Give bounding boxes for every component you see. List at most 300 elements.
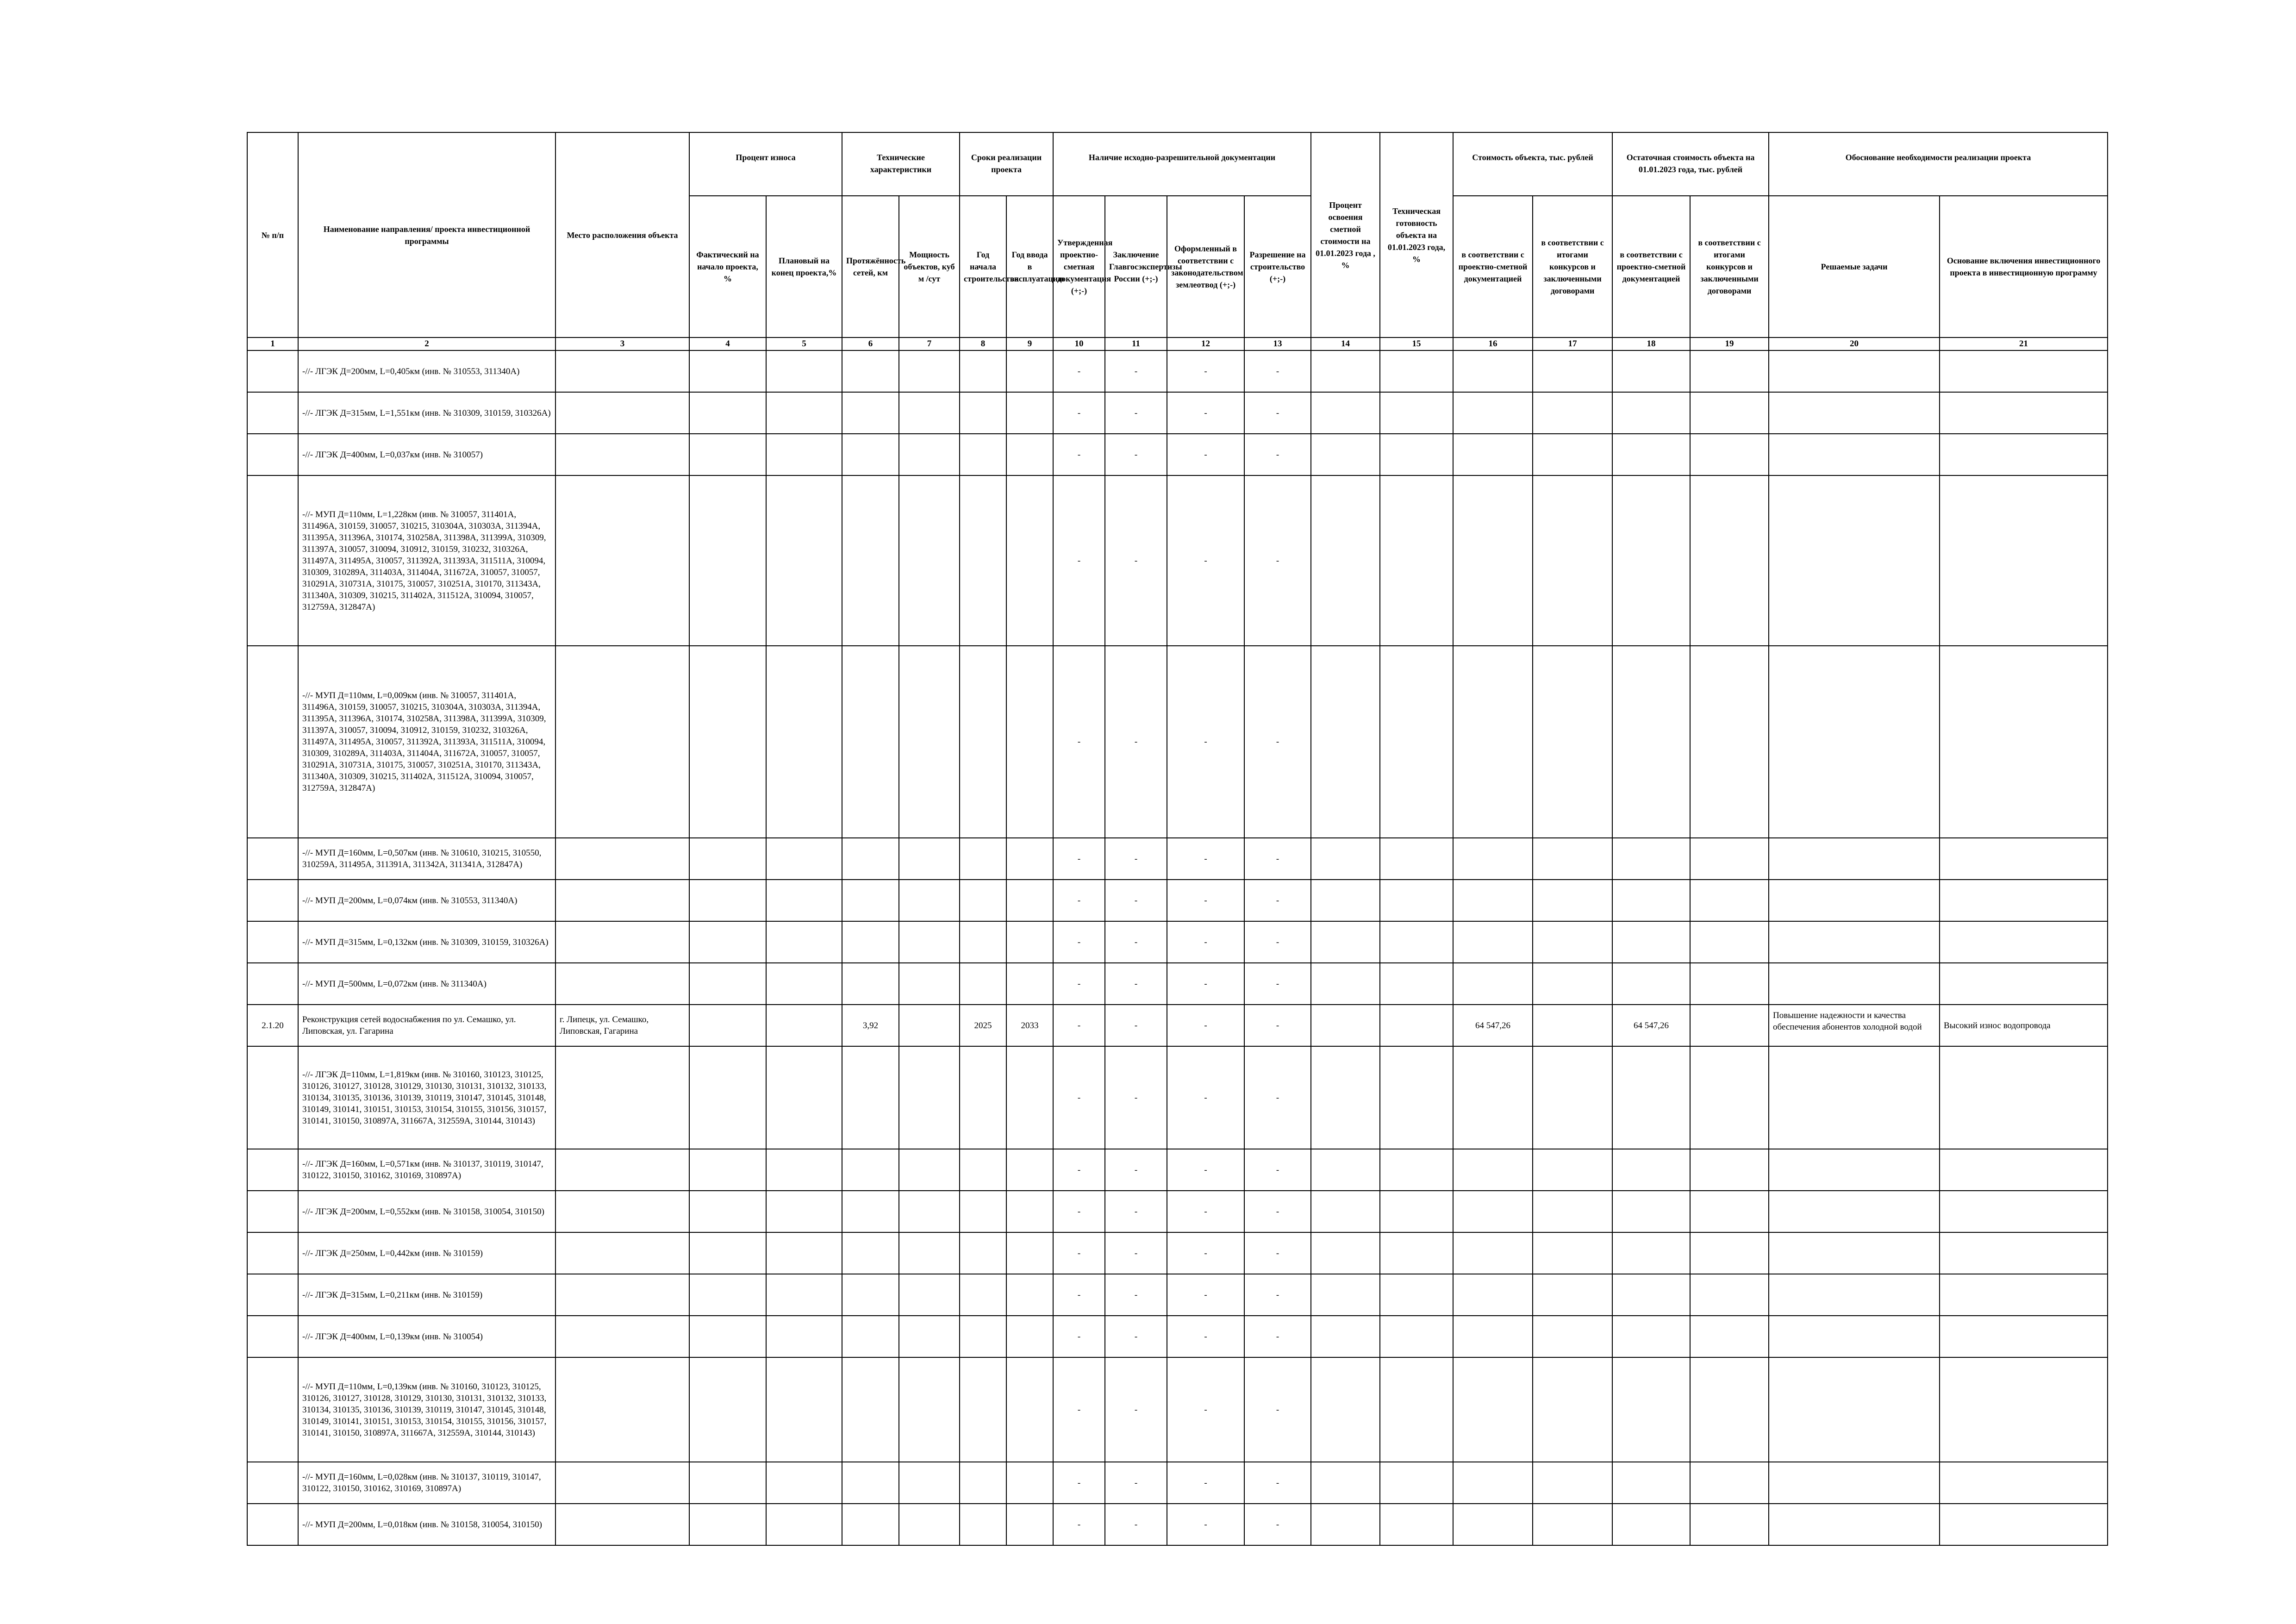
row-basis: Высокий износ водопровода <box>1940 1005 2108 1046</box>
header-name: Наименование направления/ проекта инвестиционной программы <box>298 132 555 337</box>
row-docs-approved: - <box>1053 392 1105 434</box>
row-docs-permit: - <box>1244 921 1311 963</box>
row-docs-expertise: - <box>1105 921 1167 963</box>
row-power <box>899 392 960 434</box>
row-power <box>899 350 960 392</box>
row-end-year <box>1006 350 1053 392</box>
row-docs-expertise: - <box>1105 475 1167 646</box>
row-tasks <box>1769 1046 1940 1149</box>
row-length: 3,92 <box>842 1005 899 1046</box>
header-end-year: Год ввода в эксплуатацию <box>1006 196 1053 337</box>
row-tasks <box>1769 1274 1940 1316</box>
row-docs-permit: - <box>1244 1149 1311 1191</box>
table-row <box>247 1274 2108 1316</box>
row-tasks <box>1769 350 1940 392</box>
row-docs-expertise: - <box>1105 1046 1167 1149</box>
row-pct-development <box>1311 921 1380 963</box>
row-place <box>555 350 689 392</box>
row-residual-design <box>1612 963 1690 1005</box>
row-docs-permit: - <box>1244 1005 1311 1046</box>
row-pct-development <box>1311 475 1380 646</box>
row-length <box>842 1504 899 1545</box>
row-docs-approved: - <box>1053 434 1105 475</box>
row-docs-approved: - <box>1053 921 1105 963</box>
row-start-year <box>960 1046 1006 1149</box>
row-tasks <box>1769 880 1940 921</box>
row-tech-readiness <box>1380 350 1453 392</box>
row-power <box>899 1316 960 1357</box>
row-basis <box>1940 1191 2108 1232</box>
row-residual-contracts <box>1690 434 1769 475</box>
row-docs-land: - <box>1167 880 1244 921</box>
row-end-year <box>1006 1191 1053 1232</box>
row-docs-permit: - <box>1244 1316 1311 1357</box>
table-row <box>247 1357 2108 1462</box>
row-wear-fact <box>689 1274 766 1316</box>
row-pct-development <box>1311 1274 1380 1316</box>
row-name: -//- ЛГЭК Д=200мм, L=0,552км (инв. № 310158, 310054, 310150) <box>298 1191 555 1232</box>
row-docs-approved: - <box>1053 1149 1105 1191</box>
row-cost-design <box>1453 921 1533 963</box>
row-docs-expertise: - <box>1105 1191 1167 1232</box>
row-residual-contracts <box>1690 1149 1769 1191</box>
table-row <box>247 1232 2108 1274</box>
row-end-year <box>1006 1504 1053 1545</box>
row-start-year <box>960 392 1006 434</box>
column-number: 15 <box>1380 337 1453 350</box>
row-tasks <box>1769 475 1940 646</box>
row-name: -//- МУП Д=315мм, L=0,132км (инв. № 310309, 310159, 310326А) <box>298 921 555 963</box>
header-docs-group: Наличие исходно-разрешительной документации <box>1053 132 1311 196</box>
row-length <box>842 1462 899 1504</box>
row-number <box>247 880 298 921</box>
row-tech-readiness <box>1380 1462 1453 1504</box>
row-docs-approved: - <box>1053 963 1105 1005</box>
row-residual-design <box>1612 1191 1690 1232</box>
row-basis <box>1940 880 2108 921</box>
row-tech-readiness <box>1380 838 1453 880</box>
row-start-year <box>960 1316 1006 1357</box>
row-tasks <box>1769 838 1940 880</box>
row-place <box>555 392 689 434</box>
header-reason-group: Обоснование необходимости реализации проекта <box>1769 132 2108 196</box>
column-number: 17 <box>1533 337 1612 350</box>
row-docs-permit: - <box>1244 646 1311 838</box>
row-residual-contracts <box>1690 1462 1769 1504</box>
row-docs-expertise: - <box>1105 1232 1167 1274</box>
row-wear-plan <box>766 1149 842 1191</box>
row-tasks <box>1769 646 1940 838</box>
row-basis <box>1940 646 2108 838</box>
row-start-year <box>960 1191 1006 1232</box>
header-start-year: Год начала строительства <box>960 196 1006 337</box>
table-row <box>247 1046 2108 1149</box>
row-tech-readiness <box>1380 392 1453 434</box>
row-residual-contracts <box>1690 1357 1769 1462</box>
row-docs-permit: - <box>1244 1504 1311 1545</box>
table-row <box>247 1191 2108 1232</box>
row-end-year <box>1006 475 1053 646</box>
row-wear-plan <box>766 392 842 434</box>
row-basis <box>1940 350 2108 392</box>
row-docs-approved: - <box>1053 1046 1105 1149</box>
row-wear-fact <box>689 350 766 392</box>
row-number <box>247 350 298 392</box>
row-cost-contracts <box>1533 1046 1612 1149</box>
row-name: -//- МУП Д=110мм, L=0,009км (инв. № 310057, 311401А, 311496А, 310159, 310057, 310215, 310304А, 310303А, 311394А, 311395А, 311396А, 310174, 310258А, 311398А, 311399А, 310309, 311397А, 310057, 310094, 310912, 310159, 310232, 310326А, 311497А, 311495А, 310057, 311392А, 311393А, 311511А, 310094, 310309, 310289А, 311403А, 311404А, 311672А, 310057, 310057, 310291А, 310731А, 310175, 310057, 310251А, 310170, 311343А, 311340А, 310309, 310215, 311402А, 311512А, 310094, 310057, 312759А, 312847А) <box>298 646 555 838</box>
row-docs-expertise: - <box>1105 1005 1167 1046</box>
row-tasks <box>1769 921 1940 963</box>
row-cost-design <box>1453 1191 1533 1232</box>
row-docs-permit: - <box>1244 963 1311 1005</box>
row-residual-contracts <box>1690 392 1769 434</box>
row-name: -//- ЛГЭК Д=110мм, L=1,819км (инв. № 310160, 310123, 310125, 310126, 310127, 310128, 310129, 310130, 310131, 310132, 310133, 310134, 310135, 310136, 310139, 310119, 310147, 310145, 310148, 310149, 310141, 310151, 310153, 310154, 310155, 310156, 310157, 310141, 310150, 310897А, 311667А, 312559А, 310144, 310143) <box>298 1046 555 1149</box>
header-docs-expertise: Заключение Главгосэкспертизы России (+;-) <box>1105 196 1167 337</box>
column-number: 18 <box>1612 337 1690 350</box>
row-residual-contracts <box>1690 963 1769 1005</box>
row-length <box>842 1046 899 1149</box>
row-pct-development <box>1311 963 1380 1005</box>
row-residual-design <box>1612 392 1690 434</box>
row-wear-fact <box>689 1504 766 1545</box>
row-cost-contracts <box>1533 963 1612 1005</box>
row-residual-design <box>1612 1046 1690 1149</box>
row-residual-contracts <box>1690 921 1769 963</box>
row-number <box>247 921 298 963</box>
header-tech-readiness: Техническая готовность объекта на 01.01.2023 года, % <box>1380 132 1453 337</box>
row-residual-design <box>1612 350 1690 392</box>
row-docs-land: - <box>1167 1357 1244 1462</box>
row-docs-expertise: - <box>1105 880 1167 921</box>
row-cost-contracts <box>1533 646 1612 838</box>
row-tech-readiness <box>1380 1046 1453 1149</box>
row-tech-readiness <box>1380 646 1453 838</box>
row-wear-plan <box>766 1357 842 1462</box>
column-number: 9 <box>1006 337 1053 350</box>
row-docs-permit: - <box>1244 880 1311 921</box>
header-reason-basis: Основание включения инвестиционного проекта в инвестиционную программу <box>1940 196 2108 337</box>
row-cost-contracts <box>1533 475 1612 646</box>
row-tasks <box>1769 1504 1940 1545</box>
table-row <box>247 1005 2108 1046</box>
row-basis <box>1940 1149 2108 1191</box>
row-place <box>555 880 689 921</box>
row-end-year <box>1006 838 1053 880</box>
row-cost-contracts <box>1533 1316 1612 1357</box>
row-docs-approved: - <box>1053 1357 1105 1462</box>
row-docs-permit: - <box>1244 1191 1311 1232</box>
row-name: -//- МУП Д=200мм, L=0,074км (инв. № 310553, 311340А) <box>298 880 555 921</box>
row-tech-readiness <box>1380 1005 1453 1046</box>
column-number: 6 <box>842 337 899 350</box>
row-wear-plan <box>766 646 842 838</box>
header-pct-development: Процент освоения сметной стоимости на 01.01.2023 года , % <box>1311 132 1380 337</box>
header-place: Место расположения объекта <box>555 132 689 337</box>
row-length <box>842 350 899 392</box>
header-cost-design: в соответствии с проектно-сметной документацией <box>1453 196 1533 337</box>
row-start-year: 2025 <box>960 1005 1006 1046</box>
row-wear-plan <box>766 1191 842 1232</box>
row-end-year <box>1006 880 1053 921</box>
row-docs-expertise: - <box>1105 1274 1167 1316</box>
row-tasks <box>1769 1149 1940 1191</box>
row-docs-permit: - <box>1244 1462 1311 1504</box>
row-docs-land: - <box>1167 963 1244 1005</box>
row-docs-approved: - <box>1053 880 1105 921</box>
row-cost-design <box>1453 1504 1533 1545</box>
column-number: 19 <box>1690 337 1769 350</box>
row-docs-approved: - <box>1053 1191 1105 1232</box>
row-docs-approved: - <box>1053 646 1105 838</box>
row-docs-expertise: - <box>1105 1149 1167 1191</box>
row-docs-approved: - <box>1053 1274 1105 1316</box>
row-cost-design <box>1453 434 1533 475</box>
row-tech-readiness <box>1380 1191 1453 1232</box>
row-wear-fact <box>689 838 766 880</box>
row-pct-development <box>1311 1232 1380 1274</box>
row-place <box>555 963 689 1005</box>
row-power <box>899 1005 960 1046</box>
row-pct-development <box>1311 1462 1380 1504</box>
row-docs-land: - <box>1167 1046 1244 1149</box>
table-row <box>247 880 2108 921</box>
row-pct-development <box>1311 880 1380 921</box>
row-end-year <box>1006 646 1053 838</box>
row-place <box>555 1046 689 1149</box>
row-residual-design: 64 547,26 <box>1612 1005 1690 1046</box>
row-cost-contracts <box>1533 1232 1612 1274</box>
row-basis <box>1940 921 2108 963</box>
row-tasks <box>1769 1357 1940 1462</box>
row-end-year <box>1006 1149 1053 1191</box>
header-tech-group: Технические характеристики <box>842 132 960 196</box>
row-power <box>899 475 960 646</box>
row-docs-approved: - <box>1053 350 1105 392</box>
row-name: -//- МУП Д=500мм, L=0,072км (инв. № 311340А) <box>298 963 555 1005</box>
row-wear-fact <box>689 1232 766 1274</box>
row-power <box>899 1462 960 1504</box>
row-place <box>555 1274 689 1316</box>
row-basis <box>1940 1357 2108 1462</box>
column-number: 8 <box>960 337 1006 350</box>
row-cost-contracts <box>1533 921 1612 963</box>
header-dates-group: Сроки реализации проекта <box>960 132 1053 196</box>
row-tech-readiness <box>1380 475 1453 646</box>
row-number: 2.1.20 <box>247 1005 298 1046</box>
row-name: -//- ЛГЭК Д=315мм, L=0,211км (инв. № 310159) <box>298 1274 555 1316</box>
row-power <box>899 646 960 838</box>
row-wear-fact <box>689 475 766 646</box>
row-length <box>842 963 899 1005</box>
row-number <box>247 963 298 1005</box>
header-wear-group: Процент износа <box>689 132 842 196</box>
row-residual-design <box>1612 1357 1690 1462</box>
row-place <box>555 1191 689 1232</box>
row-tech-readiness <box>1380 921 1453 963</box>
column-number: 2 <box>298 337 555 350</box>
row-docs-land: - <box>1167 921 1244 963</box>
row-power <box>899 1046 960 1149</box>
row-residual-design <box>1612 1232 1690 1274</box>
row-power <box>899 1191 960 1232</box>
row-number <box>247 434 298 475</box>
row-length <box>842 475 899 646</box>
row-docs-approved: - <box>1053 1316 1105 1357</box>
row-docs-land: - <box>1167 1504 1244 1545</box>
table-row <box>247 646 2108 838</box>
row-start-year <box>960 880 1006 921</box>
row-place <box>555 1232 689 1274</box>
row-docs-expertise: - <box>1105 646 1167 838</box>
row-start-year <box>960 1462 1006 1504</box>
investment-program-table <box>247 132 2108 1546</box>
row-length <box>842 1149 899 1191</box>
row-wear-fact <box>689 963 766 1005</box>
row-wear-fact <box>689 880 766 921</box>
row-name: -//- МУП Д=110мм, L=0,139км (инв. № 310160, 310123, 310125, 310126, 310127, 310128, 310129, 310130, 310131, 310132, 310133, 310134, 310135, 310136, 310139, 310119, 310147, 310145, 310148, 310149, 310141, 310151, 310153, 310154, 310155, 310156, 310157, 310141, 310150, 310897А, 311667А, 312559А, 310144, 310143) <box>298 1357 555 1462</box>
row-docs-expertise: - <box>1105 350 1167 392</box>
row-start-year <box>960 963 1006 1005</box>
row-cost-design <box>1453 475 1533 646</box>
row-wear-plan <box>766 1005 842 1046</box>
row-residual-contracts <box>1690 1274 1769 1316</box>
row-wear-fact <box>689 646 766 838</box>
row-basis <box>1940 1274 2108 1316</box>
row-wear-fact <box>689 1357 766 1462</box>
row-end-year <box>1006 921 1053 963</box>
row-pct-development <box>1311 1357 1380 1462</box>
row-docs-permit: - <box>1244 475 1311 646</box>
row-basis <box>1940 392 2108 434</box>
column-number-row <box>247 337 2108 350</box>
row-name: -//- ЛГЭК Д=400мм, L=0,139км (инв. № 310054) <box>298 1316 555 1357</box>
row-end-year <box>1006 392 1053 434</box>
header-reason-tasks: Решаемые задачи <box>1769 196 1940 337</box>
row-docs-permit: - <box>1244 350 1311 392</box>
row-residual-design <box>1612 838 1690 880</box>
row-docs-land: - <box>1167 475 1244 646</box>
row-wear-plan <box>766 921 842 963</box>
table-row <box>247 350 2108 392</box>
row-docs-permit: - <box>1244 392 1311 434</box>
table-row <box>247 921 2108 963</box>
row-wear-plan <box>766 963 842 1005</box>
row-place <box>555 1357 689 1462</box>
row-start-year <box>960 475 1006 646</box>
column-number: 21 <box>1940 337 2108 350</box>
row-start-year <box>960 350 1006 392</box>
row-docs-land: - <box>1167 646 1244 838</box>
row-cost-design <box>1453 1046 1533 1149</box>
row-docs-approved: - <box>1053 1462 1105 1504</box>
row-docs-expertise: - <box>1105 1462 1167 1504</box>
row-name: Реконструкция сетей водоснабжения по ул. Семашко, ул. Липовская, ул. Гагарина <box>298 1005 555 1046</box>
row-tech-readiness <box>1380 880 1453 921</box>
row-start-year <box>960 1232 1006 1274</box>
row-cost-design <box>1453 880 1533 921</box>
row-basis <box>1940 1046 2108 1149</box>
row-docs-land: - <box>1167 350 1244 392</box>
row-residual-design <box>1612 646 1690 838</box>
row-name: -//- МУП Д=110мм, L=1,228км (инв. № 310057, 311401А, 311496А, 310159, 310057, 310215, 310304А, 310303А, 311394А, 311395А, 311396А, 310174, 310258А, 311398А, 311399А, 310309, 311397А, 310057, 310094, 310912, 310159, 310232, 310326А, 311497А, 311495А, 310057, 311392А, 311393А, 311511А, 310094, 310309, 310289А, 311403А, 311404А, 311672А, 310057, 310057, 310291А, 310731А, 310175, 310057, 310251А, 310170, 311343А, 311340А, 310309, 310215, 311402А, 311512А, 310094, 310057, 312759А, 312847А) <box>298 475 555 646</box>
row-cost-contracts <box>1533 350 1612 392</box>
row-docs-land: - <box>1167 1316 1244 1357</box>
row-end-year <box>1006 1316 1053 1357</box>
row-name: -//- МУП Д=160мм, L=0,028км (инв. № 310137, 310119, 310147, 310122, 310150, 310162, 310169, 310897А) <box>298 1462 555 1504</box>
row-number <box>247 1046 298 1149</box>
column-number: 5 <box>766 337 842 350</box>
row-pct-development <box>1311 1149 1380 1191</box>
row-cost-contracts <box>1533 392 1612 434</box>
row-name: -//- ЛГЭК Д=315мм, L=1,551км (инв. № 310309, 310159, 310326А) <box>298 392 555 434</box>
row-docs-expertise: - <box>1105 963 1167 1005</box>
row-docs-land: - <box>1167 392 1244 434</box>
row-cost-design <box>1453 1316 1533 1357</box>
row-tasks <box>1769 1462 1940 1504</box>
row-docs-expertise: - <box>1105 1316 1167 1357</box>
row-docs-land: - <box>1167 1232 1244 1274</box>
row-number <box>247 1316 298 1357</box>
row-tasks: Повышение надежности и качества обеспечения абонентов холодной водой <box>1769 1005 1940 1046</box>
column-number: 3 <box>555 337 689 350</box>
row-pct-development <box>1311 1046 1380 1149</box>
header-docs-permit: Разрешение на строительство (+;-) <box>1244 196 1311 337</box>
row-residual-design <box>1612 1462 1690 1504</box>
row-cost-design <box>1453 392 1533 434</box>
row-place: г. Липецк, ул. Семашко, Липовская, Гагарина <box>555 1005 689 1046</box>
row-cost-design <box>1453 1149 1533 1191</box>
row-docs-expertise: - <box>1105 1357 1167 1462</box>
header-length: Протяжённость сетей, км <box>842 196 899 337</box>
row-basis <box>1940 434 2108 475</box>
row-wear-fact <box>689 1316 766 1357</box>
row-end-year <box>1006 1462 1053 1504</box>
row-end-year <box>1006 1046 1053 1149</box>
row-docs-expertise: - <box>1105 434 1167 475</box>
table-row <box>247 838 2108 880</box>
row-number <box>247 1191 298 1232</box>
row-tech-readiness <box>1380 963 1453 1005</box>
row-length <box>842 1191 899 1232</box>
row-residual-design <box>1612 880 1690 921</box>
row-docs-expertise: - <box>1105 838 1167 880</box>
row-number <box>247 392 298 434</box>
table-row <box>247 963 2108 1005</box>
row-cost-design <box>1453 646 1533 838</box>
row-cost-contracts <box>1533 1274 1612 1316</box>
row-residual-contracts <box>1690 1504 1769 1545</box>
row-pct-development <box>1311 434 1380 475</box>
row-docs-land: - <box>1167 434 1244 475</box>
row-residual-design <box>1612 921 1690 963</box>
row-place <box>555 1149 689 1191</box>
row-number <box>247 1462 298 1504</box>
row-start-year <box>960 434 1006 475</box>
row-end-year <box>1006 1274 1053 1316</box>
row-cost-contracts <box>1533 1462 1612 1504</box>
row-residual-contracts <box>1690 646 1769 838</box>
row-docs-land: - <box>1167 1149 1244 1191</box>
row-docs-approved: - <box>1053 1232 1105 1274</box>
row-residual-design <box>1612 1149 1690 1191</box>
row-place <box>555 1462 689 1504</box>
row-tech-readiness <box>1380 1232 1453 1274</box>
row-number <box>247 646 298 838</box>
row-basis <box>1940 1462 2108 1504</box>
table-body <box>247 350 2108 1545</box>
row-cost-contracts <box>1533 880 1612 921</box>
row-power <box>899 921 960 963</box>
